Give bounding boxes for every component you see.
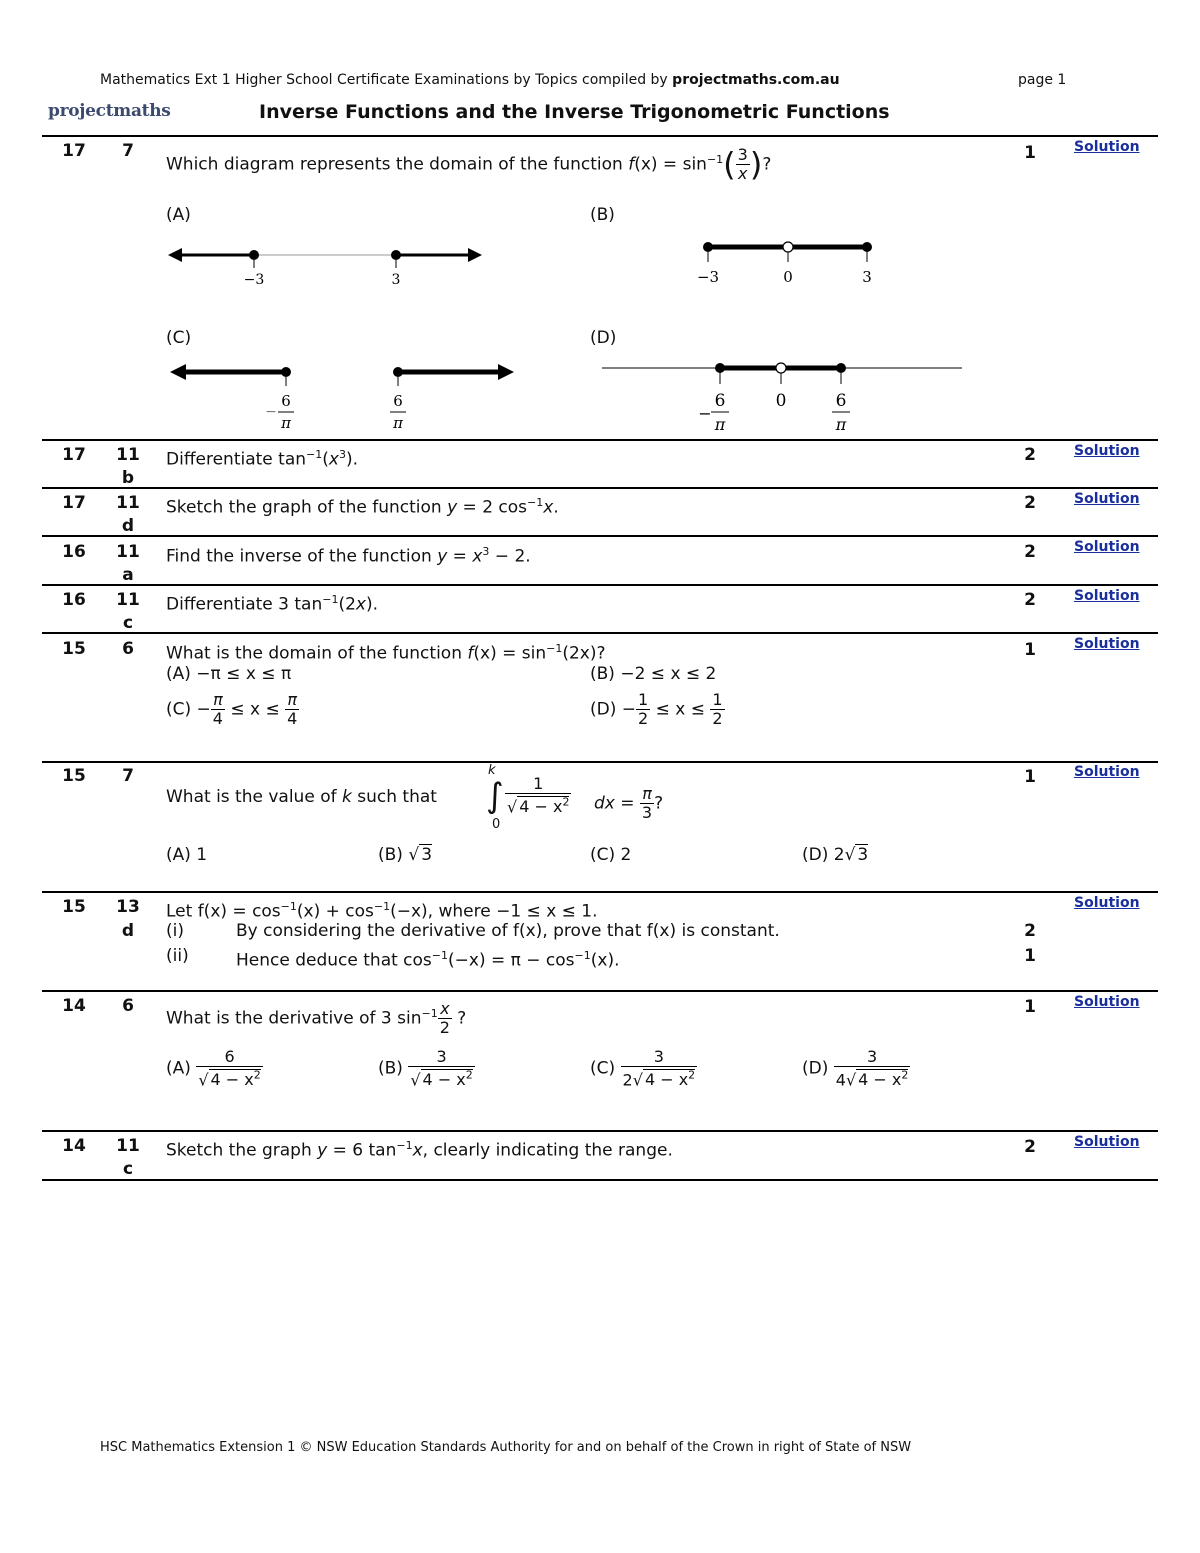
question-number: 7 [122, 141, 134, 161]
table-rule [42, 761, 1158, 763]
solution-link[interactable]: Solution [1074, 764, 1140, 780]
solution-link[interactable]: Solution [1074, 895, 1140, 911]
table-rule [42, 487, 1158, 489]
tick-label: 3 [862, 268, 872, 286]
arrow-left-icon [168, 248, 182, 262]
open-point [776, 363, 786, 373]
projectmaths-logo: projectmaths [48, 101, 171, 121]
question-number: 6 [122, 639, 134, 659]
question-marks: 2 [1024, 493, 1036, 513]
closed-point [393, 367, 403, 377]
closed-point [715, 363, 725, 373]
question-text: Let $f(x) = \cos^{-1}(x) + \cos^{-1}(-x)$, where −1 ≤ x ≤ 1. [166, 900, 598, 922]
tick-label: −3 [243, 272, 265, 288]
question-text: Sketch the graph of the function y = 2 $\cos^{-1}x$. [166, 496, 559, 518]
number-line-b [690, 232, 890, 292]
integral-lower: 0 [492, 817, 501, 832]
question-year: 17 [62, 445, 86, 465]
rhs: dx = $\frac{\pi}{3}$ ? [594, 784, 664, 822]
table-rule [42, 891, 1158, 893]
table-rule [42, 439, 1158, 441]
question-marks: 2 [1024, 590, 1036, 610]
integral-upper: k [488, 763, 496, 778]
option-label: (A) [166, 205, 191, 225]
option-a: (A) −π ≤ x ≤ π [166, 664, 292, 684]
question-year: 15 [62, 897, 86, 917]
tick-label: π [281, 414, 291, 432]
tick-label: 6 [835, 391, 847, 411]
option-b: (B) √ 3 [378, 845, 433, 865]
tick-label: π [714, 415, 726, 434]
question-marks: 1 [1024, 143, 1036, 163]
arrow-right-icon [468, 248, 482, 262]
solution-link[interactable]: Solution [1074, 994, 1140, 1010]
question-number: 6 [122, 996, 134, 1016]
question-text: What is the value of k such that [166, 787, 437, 807]
option-c: (C) $\frac{3}{2√ 4 - x^2}$ [590, 1047, 696, 1090]
option-b: (B) $\frac{3}{√ 4 - x^2}$ [378, 1047, 473, 1090]
integrand: $\frac{1}{√ 4 - x^2}$ [507, 774, 570, 817]
number-line-d [600, 354, 965, 436]
tick-label: 0 [783, 268, 793, 286]
tick-label: 3 [391, 272, 401, 288]
question-year: 14 [62, 996, 86, 1016]
running-header [100, 72, 840, 88]
footer-credit: HSC Mathematics Extension 1 © NSW Education Standards Authority for and on behalf of the Crown in right of State of NSW [100, 1440, 912, 1455]
question-part: b [121, 468, 135, 488]
tick-label: π [835, 415, 847, 434]
option-d: (D) $\frac{3}{4√ 4 - x^2}$ [802, 1047, 909, 1090]
question-marks: 2 [1024, 445, 1036, 465]
tick-label: −3 [696, 268, 720, 286]
table-rule [42, 584, 1158, 586]
number-line-c [160, 358, 530, 438]
question-part: a [122, 565, 134, 585]
question-year: 15 [62, 766, 86, 786]
option-d: (D) − $\frac{1}{2}$ ≤ x ≤ $\frac{1}{2}$ [590, 690, 723, 728]
question-text: Differentiate $\tan^{-1}(x^3)$. [166, 448, 358, 470]
option-a: (A) $\frac{6}{√ 4 - x^2}$ [166, 1047, 261, 1090]
question-text: Which diagram represents the domain of the function $f(x) = \sin^{-1}$( $\frac{3}{x}$ )? [166, 145, 772, 184]
tick-label: 0 [775, 391, 787, 411]
option-label: (B) [590, 205, 615, 225]
question-text: Differentiate 3 $\tan^{-1}(2x)$. [166, 593, 379, 615]
integral-sign: ∫ [486, 776, 504, 816]
solution-link[interactable]: Solution [1074, 588, 1140, 604]
site-link[interactable]: projectmaths.com.au [672, 72, 840, 88]
question-text: Find the inverse of the function $y = x^3 - 2$. [166, 545, 531, 567]
question-year: 16 [62, 590, 86, 610]
question-marks: 1 [1024, 640, 1036, 660]
tick-label: 6 [281, 392, 291, 410]
closed-point [249, 250, 259, 260]
option-d: (D) 2√ 3 [802, 845, 869, 865]
closed-point [703, 242, 713, 252]
question-number: 11 [116, 542, 140, 562]
question-number: 11 [116, 493, 140, 513]
part-i-label: (i) [166, 921, 184, 941]
question-year: 17 [62, 141, 86, 161]
solution-link[interactable]: Solution [1074, 139, 1140, 155]
table-rule [42, 135, 1158, 137]
option-c: (C) 2 [590, 845, 632, 865]
option-c: (C) − $\frac{\pi}{4}$ ≤ x ≤ $\frac{\pi}{4}$ [166, 690, 298, 728]
option-label: (D) [590, 328, 617, 348]
question-number: 11 [116, 445, 140, 465]
option-label: (C) [166, 328, 192, 348]
question-number: 11 [116, 590, 140, 610]
question-text: Sketch the graph y = 6 $\tan^{-1}x$, clearly indicating the range. [166, 1139, 673, 1161]
question-marks: 2 [1024, 1137, 1036, 1157]
table-rule [42, 1179, 1158, 1181]
minus-sign: − [698, 404, 712, 423]
table-rule [42, 990, 1158, 992]
closed-point [391, 250, 401, 260]
table-rule [42, 535, 1158, 537]
question-part: d [121, 516, 135, 536]
table-rule [42, 1130, 1158, 1132]
question-part: c [122, 1159, 134, 1179]
solution-link[interactable]: Solution [1074, 539, 1140, 555]
solution-link[interactable]: Solution [1074, 443, 1140, 459]
question-marks: 1 [1024, 997, 1036, 1017]
part-ii-text: Hence deduce that $\cos^{-1}(-x) = \pi - \cos^{-1}(x)$. [236, 949, 620, 971]
option-a: (A) 1 [166, 845, 208, 865]
question-year: 17 [62, 493, 86, 513]
solution-link[interactable]: Solution [1074, 491, 1140, 507]
tick-label: 6 [393, 392, 403, 410]
question-number: 11 [116, 1136, 140, 1156]
question-marks: 2 [1024, 542, 1036, 562]
question-number: 13 [116, 897, 140, 917]
minus-sign: − [265, 404, 277, 420]
document-title: Inverse Functions and the Inverse Trigonometric Functions [259, 101, 890, 123]
question-year: 16 [62, 542, 86, 562]
arrow-right-icon [498, 364, 514, 380]
part-i-text: By considering the derivative of f(x), prove that f(x) is constant. [236, 921, 780, 941]
tick-label: 6 [714, 391, 726, 411]
question-part: d [121, 921, 135, 941]
part-i-marks: 2 [1024, 921, 1036, 941]
question-year: 14 [62, 1136, 86, 1156]
question-year: 15 [62, 639, 86, 659]
arrow-left-icon [170, 364, 186, 380]
question-number: 7 [122, 766, 134, 786]
closed-point [281, 367, 291, 377]
closed-point [862, 242, 872, 252]
running-header-text: Mathematics Ext 1 Higher School Certificate Examinations by Topics compiled by [100, 72, 673, 88]
number-line-a [160, 238, 500, 293]
question-marks: 1 [1024, 767, 1036, 787]
option-b: (B) −2 ≤ x ≤ 2 [590, 664, 717, 684]
page-number: page 1 [1018, 72, 1067, 88]
question-text: What is the domain of the function $f(x) = \sin^{-1}(2x)$? [166, 642, 606, 664]
table-rule [42, 632, 1158, 634]
tick-label: π [393, 414, 403, 432]
solution-link[interactable]: Solution [1074, 1134, 1140, 1150]
open-point [783, 242, 793, 252]
closed-point [836, 363, 846, 373]
part-ii-label: (ii) [166, 946, 189, 966]
part-ii-marks: 1 [1024, 946, 1036, 966]
question-text: What is the derivative of 3 $\sin^{-1}$ $\frac{x}{2}$ ? [166, 999, 467, 1037]
question-part: c [122, 613, 134, 633]
solution-link[interactable]: Solution [1074, 636, 1140, 652]
